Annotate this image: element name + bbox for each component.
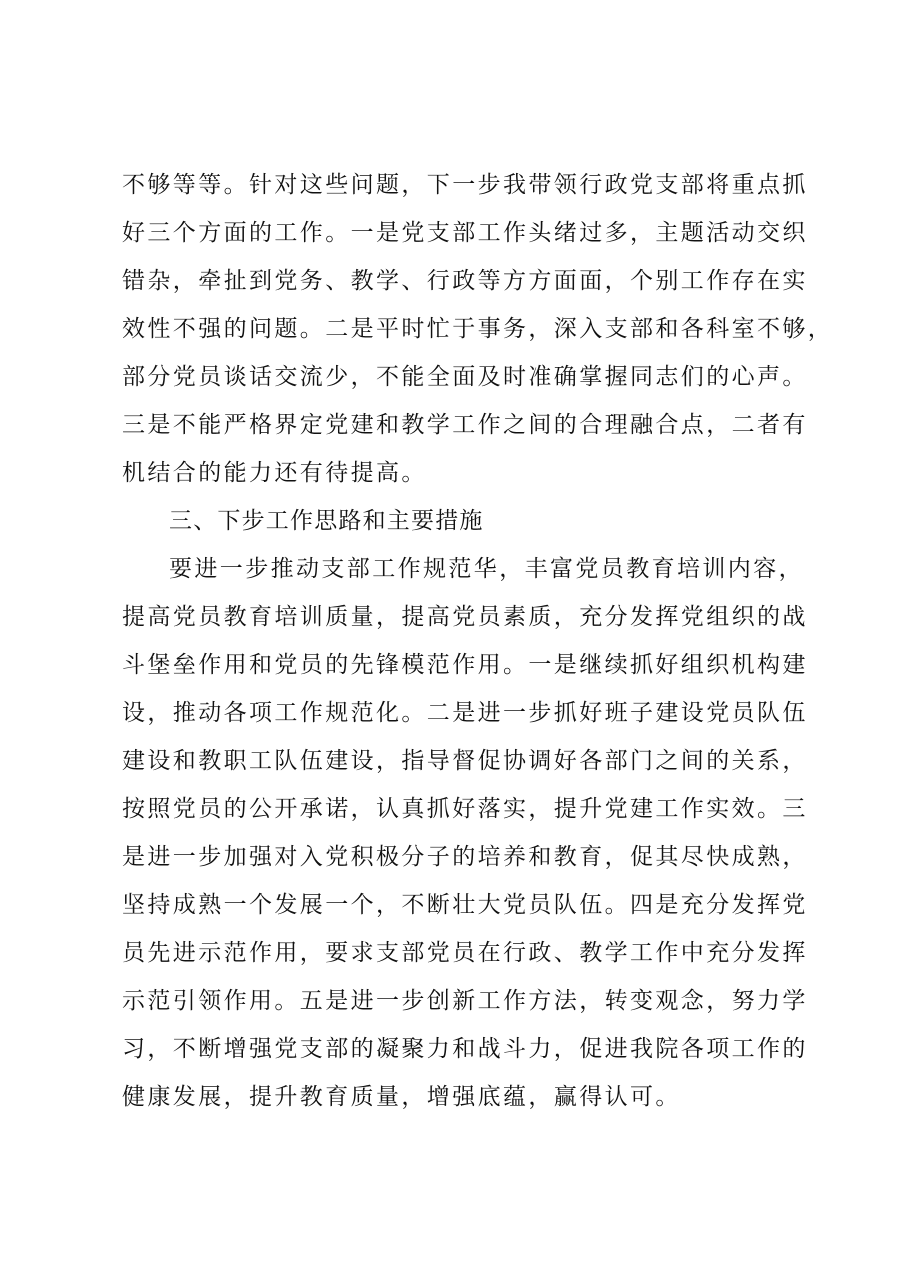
paragraph-line: 建设和教职工队伍建设，指导督促协调好各部门之间的关系，	[122, 748, 808, 774]
paragraph-line: 好三个方面的工作。一是党支部工作头绪过多，主题活动交织	[122, 220, 808, 246]
paragraph-line: 习，不断增强党支部的凝聚力和战斗力，促进我院各项工作的	[122, 1036, 808, 1062]
paragraph-line: 三是不能严格界定党建和教学工作之间的合理融合点，二者有	[122, 412, 808, 438]
paragraph-line: 员先进示范作用，要求支部党员在行政、教学工作中充分发挥	[122, 940, 808, 966]
paragraph-line: 健康发展，提升教育质量，增强底蕴，赢得认可。	[122, 1084, 681, 1110]
paragraph-line: 部分党员谈话交流少，不能全面及时准确掌握同志们的心声。	[122, 364, 808, 390]
paragraph-line: 错杂，牵扯到党务、教学、行政等方方面面，个别工作存在实	[122, 268, 808, 294]
paragraph-line: 示范引领作用。五是进一步创新工作方法，转变观念，努力学	[122, 988, 808, 1014]
paragraph-line: 效性不强的问题。二是平时忙于事务，深入支部和各科室不够，	[122, 316, 834, 342]
paragraph-line: 设，推动各项工作规范化。二是进一步抓好班子建设党员队伍	[122, 700, 808, 726]
paragraph-line: 是进一步加强对入党积极分子的培养和教育，促其尽快成熟，	[122, 844, 808, 870]
section-heading: 三、下步工作思路和主要措施	[169, 508, 484, 534]
paragraph-line: 机结合的能力还有待提高。	[122, 460, 427, 486]
paragraph-line: 不够等等。针对这些问题，下一步我带领行政党支部将重点抓	[122, 172, 808, 198]
paragraph-line: 提高党员教育培训质量，提高党员素质，充分发挥党组织的战	[122, 604, 808, 630]
paragraph-line: 斗堡垒作用和党员的先锋模范作用。一是继续抓好组织机构建	[122, 652, 808, 678]
paragraph-line: 坚持成熟一个发展一个，不断壮大党员队伍。四是充分发挥党	[122, 892, 808, 918]
paragraph-line: 要进一步推动支部工作规范华，丰富党员教育培训内容，	[169, 556, 804, 582]
paragraph-line: 按照党员的公开承诺，认真抓好落实，提升党建工作实效。三	[122, 796, 808, 822]
